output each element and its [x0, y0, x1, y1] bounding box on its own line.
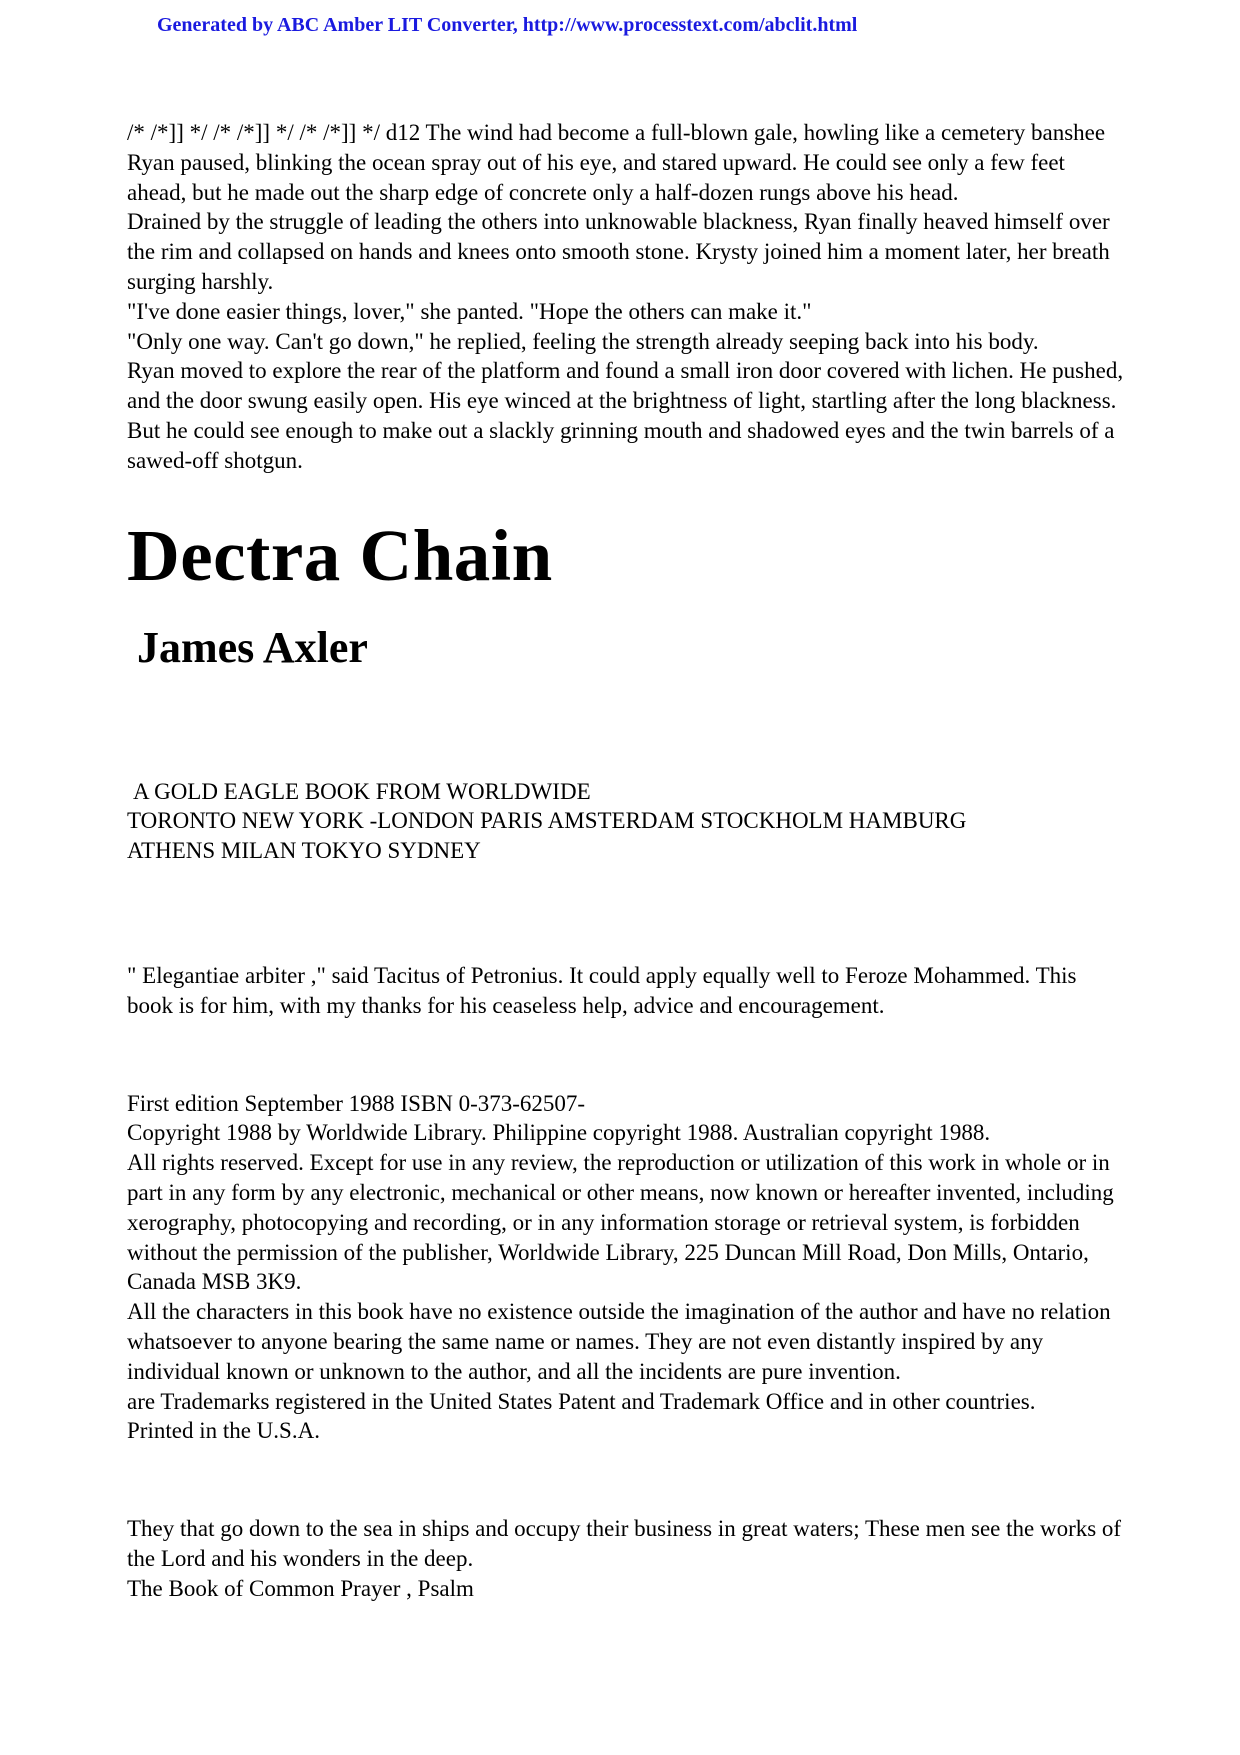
copyright-paragraph: are Trademarks registered in the United States Patent and Trademark Office and in other countries.: [127, 1388, 1036, 1414]
excerpt-paragraph: But he could see enough to make out a slackly grinning mouth and shadowed eyes and the twin barrels of a sawed-off shotgun.: [127, 417, 1115, 473]
book-author: James Axler: [137, 622, 368, 672]
publisher-line: A GOLD EAGLE BOOK FROM WORLDWIDE: [133, 778, 591, 804]
spacer: [127, 673, 1127, 777]
epigraph-block: [127, 1514, 1127, 1603]
excerpt-paragraph: /* /*]] */ /* /*]] */ /* /*]] */ d12 The wind had become a full-blown gale, howling like a cemetery banshee: [127, 120, 1106, 145]
epigraph-quote: They that go down to the sea in ships and occupy their business in great waters; These men see the works of the Lord and his wonders in the deep.: [127, 1516, 1122, 1571]
copyright-paragraph: First edition September 1988 ISBN 0-373-62507-: [127, 1090, 586, 1116]
spacer: [127, 1446, 1127, 1514]
epigraph-source: The Book of Common Prayer , Psalm: [127, 1575, 474, 1601]
publisher-block: [127, 777, 1127, 866]
copyright-paragraph: Printed in the U.S.A.: [127, 1418, 320, 1444]
excerpt-paragraph: Ryan paused, blinking the ocean spray out of his eye, and stared upward. He could see only a few feet ahead, but he made out the sharp edge of concrete only a half-dozen rungs above his head.: [127, 149, 1065, 205]
publisher-cities-line: TORONTO NEW YORK -LONDON PARIS AMSTERDAM STOCKHOLM HAMBURG: [127, 808, 967, 834]
copyright-paragraph: All rights reserved. Except for use in any review, the reproduction or utilization of this work in whole or in part in any form by any electronic, mechanical or other means, now known or hereafter invented, including xerography, photocopying and recording, or in any information storage or retrieval system, is forbidden without the permission of the publisher, Worldwide Library, 225 Duncan Mill Road, Don Mills, Ontario, Canada MSB 3K9.: [127, 1150, 1114, 1295]
spacer: [127, 1021, 1127, 1089]
book-title: Dectra Chain: [127, 514, 553, 596]
dedication-text: " Elegantiae arbiter ," said Tacitus of Petronius. It could apply equally well to Feroze Mohammed. This book is for him, with my thanks for his ceaseless help, advice and encouragement.: [127, 962, 1077, 1018]
copyright-block: [127, 1089, 1127, 1447]
excerpt-paragraph: "I've done easier things, lover," she panted. "Hope the others can make it.": [127, 298, 812, 324]
document-body: [127, 118, 1127, 1604]
copyright-paragraph: All the characters in this book have no existence outside the imagination of the author and have no relation whatsoever to anyone bearing the same name or names. They are not even distantly inspired by any individual known or unknown to the author, and all the incidents are pure invention.: [127, 1299, 1111, 1384]
publisher-cities-line: ATHENS MILAN TOKYO SYDNEY: [127, 838, 481, 864]
spacer: [127, 866, 1127, 961]
converter-header-link[interactable]: Generated by ABC Amber LIT Converter, http://www.processtext.com/abclit.html: [157, 14, 858, 36]
copyright-paragraph: Copyright 1988 by Worldwide Library. Philippine copyright 1988. Australian copyright 1988.: [127, 1120, 991, 1146]
excerpt-paragraph: "Only one way. Can't go down," he replied, feeling the strength already seeping back into his body.: [127, 328, 1039, 354]
excerpt-section: [127, 118, 1127, 476]
excerpt-paragraph: Ryan moved to explore the rear of the platform and found a small iron door covered with lichen. He pushed, and the door swung easily open. His eye winced at the brightness of light, startling after the long blackness.: [127, 358, 1124, 414]
excerpt-paragraph: Drained by the struggle of leading the others into unknowable blackness, Ryan finally heaved himself over the rim and collapsed on hands and knees onto smooth stone. Krysty joined him a moment later, her breath surging harshly.: [127, 209, 1110, 294]
